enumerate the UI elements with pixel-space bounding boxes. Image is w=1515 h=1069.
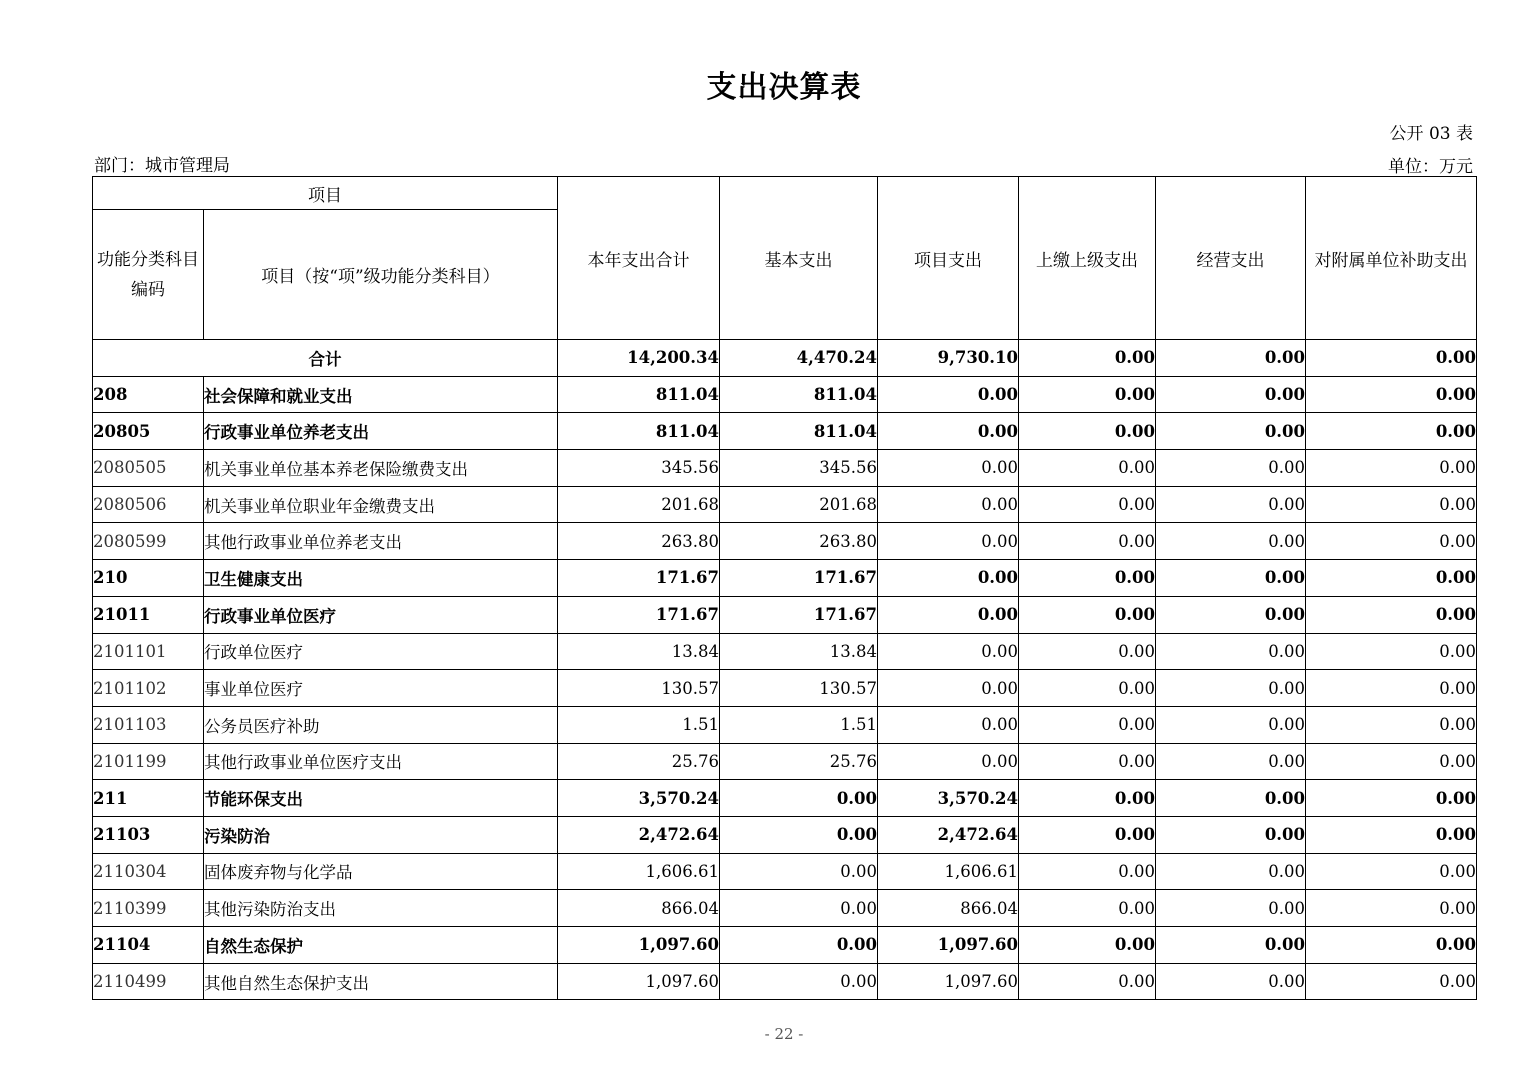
row-value: 25.76 bbox=[558, 743, 720, 780]
row-code: 208 bbox=[93, 376, 204, 413]
row-code: 2101102 bbox=[93, 670, 204, 707]
row-value: 0.00 bbox=[1306, 780, 1477, 817]
row-name: 其他行政事业单位养老支出 bbox=[204, 523, 558, 560]
department-label: 部门：城市管理局 bbox=[94, 156, 230, 176]
row-value: 0.00 bbox=[1306, 523, 1477, 560]
table-row bbox=[93, 706, 1477, 743]
row-value: 1,097.60 bbox=[878, 927, 1019, 964]
row-value: 0.00 bbox=[1156, 376, 1306, 413]
row-value: 0.00 bbox=[1306, 816, 1477, 853]
row-value: 0.00 bbox=[1156, 706, 1306, 743]
header-project-group: 项目 bbox=[93, 177, 558, 210]
row-value: 3,570.24 bbox=[878, 780, 1019, 817]
row-value: 0.00 bbox=[1019, 523, 1156, 560]
row-value: 201.68 bbox=[558, 486, 720, 523]
table-row bbox=[93, 853, 1477, 890]
expenditure-table bbox=[92, 176, 1477, 1000]
row-value: 0.00 bbox=[720, 853, 878, 890]
row-name: 其他行政事业单位医疗支出 bbox=[204, 743, 558, 780]
unit-label: 单位：万元 bbox=[1388, 157, 1473, 177]
row-name: 污染防治 bbox=[204, 816, 558, 853]
row-value: 0.00 bbox=[1019, 376, 1156, 413]
row-value: 1,097.60 bbox=[558, 963, 720, 1000]
row-value: 345.56 bbox=[720, 450, 878, 487]
table-row bbox=[93, 376, 1477, 413]
header-subsidiary: 对附属单位补助支出 bbox=[1306, 177, 1477, 340]
row-code: 2110499 bbox=[93, 963, 204, 1000]
row-value: 811.04 bbox=[558, 413, 720, 450]
row-value: 0.00 bbox=[1019, 890, 1156, 927]
table-row bbox=[93, 890, 1477, 927]
table-row bbox=[93, 963, 1477, 1000]
row-value: 0.00 bbox=[1156, 743, 1306, 780]
header-business: 经营支出 bbox=[1156, 177, 1306, 340]
row-name: 其他自然生态保护支出 bbox=[204, 963, 558, 1000]
row-value: 0.00 bbox=[1156, 450, 1306, 487]
row-name: 行政单位医疗 bbox=[204, 633, 558, 670]
row-value: 0.00 bbox=[1156, 780, 1306, 817]
table-row bbox=[93, 560, 1477, 597]
table-row bbox=[93, 413, 1477, 450]
row-value: 0.00 bbox=[878, 560, 1019, 597]
row-value: 13.84 bbox=[720, 633, 878, 670]
row-value: 0.00 bbox=[1156, 816, 1306, 853]
row-value: 0.00 bbox=[1156, 596, 1306, 633]
row-value: 0.00 bbox=[1306, 596, 1477, 633]
row-code: 2080506 bbox=[93, 486, 204, 523]
row-value: 0.00 bbox=[1019, 670, 1156, 707]
row-value: 0.00 bbox=[720, 816, 878, 853]
table-body bbox=[93, 340, 1477, 1000]
row-value: 171.67 bbox=[558, 596, 720, 633]
row-value: 0.00 bbox=[1156, 523, 1306, 560]
table-row bbox=[93, 596, 1477, 633]
table-row bbox=[93, 816, 1477, 853]
row-value: 130.57 bbox=[720, 670, 878, 707]
total-value: 9,730.10 bbox=[878, 340, 1019, 377]
row-value: 0.00 bbox=[878, 486, 1019, 523]
row-value: 3,570.24 bbox=[558, 780, 720, 817]
row-value: 0.00 bbox=[1019, 853, 1156, 890]
row-name: 机关事业单位基本养老保险缴费支出 bbox=[204, 450, 558, 487]
row-value: 0.00 bbox=[878, 413, 1019, 450]
table-row bbox=[93, 670, 1477, 707]
row-value: 0.00 bbox=[1306, 450, 1477, 487]
row-value: 0.00 bbox=[1019, 927, 1156, 964]
row-code: 21103 bbox=[93, 816, 204, 853]
row-name: 机关事业单位职业年金缴费支出 bbox=[204, 486, 558, 523]
row-value: 1,097.60 bbox=[558, 927, 720, 964]
row-value: 0.00 bbox=[720, 927, 878, 964]
row-name: 自然生态保护 bbox=[204, 927, 558, 964]
row-value: 0.00 bbox=[720, 780, 878, 817]
table-row bbox=[93, 523, 1477, 560]
row-value: 0.00 bbox=[1156, 560, 1306, 597]
row-value: 1.51 bbox=[720, 706, 878, 743]
row-value: 0.00 bbox=[720, 963, 878, 1000]
row-value: 130.57 bbox=[558, 670, 720, 707]
row-value: 1,097.60 bbox=[878, 963, 1019, 1000]
row-value: 0.00 bbox=[1019, 963, 1156, 1000]
row-value: 0.00 bbox=[1156, 890, 1306, 927]
row-value: 2,472.64 bbox=[558, 816, 720, 853]
row-value: 1,606.61 bbox=[558, 853, 720, 890]
row-value: 1,606.61 bbox=[878, 853, 1019, 890]
row-value: 0.00 bbox=[1156, 633, 1306, 670]
row-value: 811.04 bbox=[558, 376, 720, 413]
row-name: 节能环保支出 bbox=[204, 780, 558, 817]
row-code: 2080599 bbox=[93, 523, 204, 560]
row-value: 263.80 bbox=[558, 523, 720, 560]
total-row bbox=[93, 340, 1477, 377]
row-code: 2080505 bbox=[93, 450, 204, 487]
row-name: 社会保障和就业支出 bbox=[204, 376, 558, 413]
total-value: 0.00 bbox=[1306, 340, 1477, 377]
row-value: 171.67 bbox=[720, 596, 878, 633]
row-value: 0.00 bbox=[1306, 853, 1477, 890]
row-value: 0.00 bbox=[878, 523, 1019, 560]
table-row bbox=[93, 486, 1477, 523]
page-title: 支出决算表 bbox=[706, 70, 862, 105]
header-project: 项目支出 bbox=[878, 177, 1019, 340]
table-row bbox=[93, 743, 1477, 780]
row-value: 13.84 bbox=[558, 633, 720, 670]
row-value: 0.00 bbox=[1306, 743, 1477, 780]
row-value: 0.00 bbox=[1306, 560, 1477, 597]
row-value: 0.00 bbox=[1306, 706, 1477, 743]
row-value: 0.00 bbox=[1306, 670, 1477, 707]
header-basic: 基本支出 bbox=[720, 177, 878, 340]
row-value: 0.00 bbox=[1019, 633, 1156, 670]
header-code: 功能分类科目编码 bbox=[93, 210, 204, 340]
row-value: 25.76 bbox=[720, 743, 878, 780]
row-value: 0.00 bbox=[878, 376, 1019, 413]
row-value: 0.00 bbox=[1019, 743, 1156, 780]
row-value: 0.00 bbox=[720, 890, 878, 927]
row-value: 811.04 bbox=[720, 413, 878, 450]
total-value: 0.00 bbox=[1019, 340, 1156, 377]
total-value: 4,470.24 bbox=[720, 340, 878, 377]
row-name: 公务员医疗补助 bbox=[204, 706, 558, 743]
row-code: 2101199 bbox=[93, 743, 204, 780]
row-value: 171.67 bbox=[558, 560, 720, 597]
row-code: 211 bbox=[93, 780, 204, 817]
table-number: 公开 03 表 bbox=[1389, 124, 1473, 144]
row-value: 0.00 bbox=[1306, 963, 1477, 1000]
row-value: 0.00 bbox=[878, 633, 1019, 670]
row-name: 固体废弃物与化学品 bbox=[204, 853, 558, 890]
row-value: 0.00 bbox=[1306, 890, 1477, 927]
row-value: 0.00 bbox=[1306, 376, 1477, 413]
row-value: 263.80 bbox=[720, 523, 878, 560]
row-name: 事业单位医疗 bbox=[204, 670, 558, 707]
row-value: 0.00 bbox=[1306, 633, 1477, 670]
row-value: 0.00 bbox=[1306, 413, 1477, 450]
table-row bbox=[93, 780, 1477, 817]
row-name: 行政事业单位医疗 bbox=[204, 596, 558, 633]
row-value: 201.68 bbox=[720, 486, 878, 523]
row-code: 21011 bbox=[93, 596, 204, 633]
row-value: 0.00 bbox=[1019, 816, 1156, 853]
row-value: 0.00 bbox=[1306, 927, 1477, 964]
row-value: 0.00 bbox=[878, 596, 1019, 633]
header-total: 本年支出合计 bbox=[558, 177, 720, 340]
row-value: 0.00 bbox=[1156, 670, 1306, 707]
total-value: 14,200.34 bbox=[558, 340, 720, 377]
total-value: 0.00 bbox=[1156, 340, 1306, 377]
row-value: 0.00 bbox=[1156, 927, 1306, 964]
row-value: 0.00 bbox=[1019, 596, 1156, 633]
row-name: 行政事业单位养老支出 bbox=[204, 413, 558, 450]
row-value: 0.00 bbox=[1156, 486, 1306, 523]
table-row bbox=[93, 450, 1477, 487]
row-code: 2110399 bbox=[93, 890, 204, 927]
row-value: 866.04 bbox=[878, 890, 1019, 927]
table-row bbox=[93, 633, 1477, 670]
row-value: 0.00 bbox=[1019, 413, 1156, 450]
row-code: 210 bbox=[93, 560, 204, 597]
header-name: 项目（按“项”级功能分类科目） bbox=[204, 210, 558, 340]
row-name: 其他污染防治支出 bbox=[204, 890, 558, 927]
row-value: 171.67 bbox=[720, 560, 878, 597]
row-value: 0.00 bbox=[1019, 560, 1156, 597]
row-value: 0.00 bbox=[1019, 450, 1156, 487]
total-label: 合计 bbox=[93, 340, 558, 377]
page-number: - 22 - bbox=[764, 1025, 804, 1043]
row-code: 20805 bbox=[93, 413, 204, 450]
row-value: 0.00 bbox=[1306, 486, 1477, 523]
row-value: 0.00 bbox=[1019, 706, 1156, 743]
row-value: 2,472.64 bbox=[878, 816, 1019, 853]
row-value: 0.00 bbox=[1156, 853, 1306, 890]
row-value: 811.04 bbox=[720, 376, 878, 413]
row-code: 21104 bbox=[93, 927, 204, 964]
row-code: 2101103 bbox=[93, 706, 204, 743]
row-value: 0.00 bbox=[878, 450, 1019, 487]
row-value: 0.00 bbox=[1156, 413, 1306, 450]
row-value: 0.00 bbox=[1156, 963, 1306, 1000]
header-superior: 上缴上级支出 bbox=[1019, 177, 1156, 340]
table-header bbox=[93, 177, 1477, 340]
row-value: 0.00 bbox=[878, 670, 1019, 707]
row-value: 345.56 bbox=[558, 450, 720, 487]
row-code: 2101101 bbox=[93, 633, 204, 670]
row-value: 0.00 bbox=[878, 743, 1019, 780]
row-name: 卫生健康支出 bbox=[204, 560, 558, 597]
row-value: 0.00 bbox=[878, 706, 1019, 743]
row-value: 866.04 bbox=[558, 890, 720, 927]
row-value: 1.51 bbox=[558, 706, 720, 743]
row-code: 2110304 bbox=[93, 853, 204, 890]
row-value: 0.00 bbox=[1019, 486, 1156, 523]
row-value: 0.00 bbox=[1019, 780, 1156, 817]
table-row bbox=[93, 927, 1477, 964]
